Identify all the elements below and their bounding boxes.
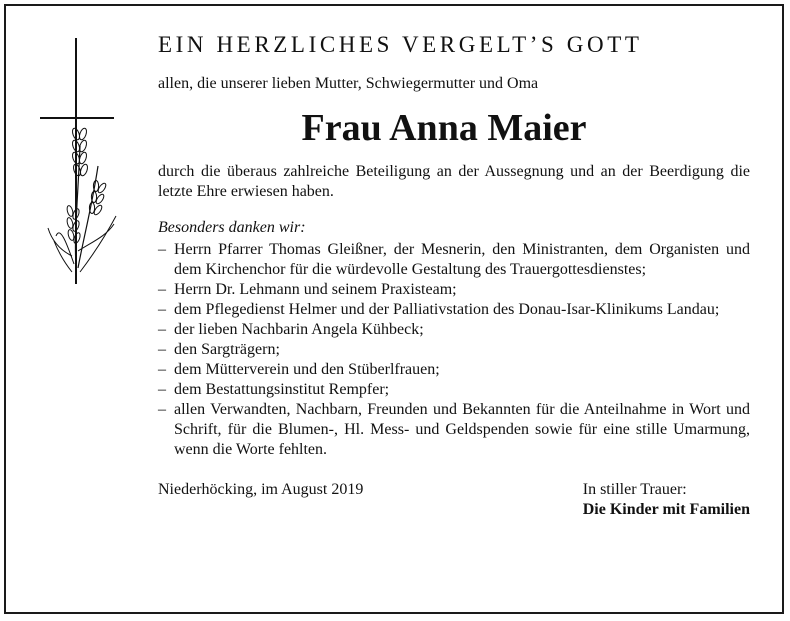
thanks-list (158, 240, 750, 460)
deceased-name: Frau Anna Maier (301, 107, 587, 149)
list-item-text: den Sargträgern; (174, 341, 280, 358)
intro-text: allen, die unserer lieben Mutter, Schwiegermutter und Oma (158, 75, 539, 92)
list-dash: – (158, 401, 166, 418)
list-item (158, 320, 750, 340)
list-dash: – (158, 361, 166, 378)
list-dash: – (158, 241, 166, 258)
list-item (158, 360, 750, 380)
list-item (158, 280, 750, 300)
list-item (158, 380, 750, 400)
list-item-text: der lieben Nachbarin Angela Kühbeck; (174, 321, 424, 338)
list-item-text: dem Pflegedienst Helmer und der Palliativstation des Donau-Isar-Klinikums Landau; (174, 301, 720, 318)
list-item (158, 340, 750, 360)
thanks-paragraph: durch die überaus zahlreiche Beteiligung an der Aussegnung und an der Beerdigung die letzte Ehre erwiesen haben. (158, 163, 750, 200)
place-date: Niederhöcking, im August 2019 (158, 481, 364, 498)
notice-footer (158, 480, 750, 522)
thanks-title: Besonders danken wir: (158, 219, 306, 236)
list-item-text: dem Mütterverein und den Stüberlfrauen; (174, 361, 440, 378)
list-dash: – (158, 341, 166, 358)
signers: Die Kinder mit Familien (582, 501, 750, 518)
notice-content (158, 30, 750, 522)
list-item (158, 400, 750, 460)
list-item-text: allen Verwandten, Nachbarn, Freunden und Bekannten für die Anteilnahme in Wort und Schrift, für die Blumen-, Hl. Mess- und Geldspenden sowie für eine stille Umarmung, wenn die Worte fehlten. (174, 401, 750, 458)
list-item-text: Herrn Pfarrer Thomas Gleißner, der Mesnerin, den Ministranten, dem Organisten und dem Kirchenchor für die würdevolle Gestaltung des Trauergottesdienstes; (174, 241, 750, 278)
list-item-text: dem Bestattungsinstitut Rempfer; (174, 381, 390, 398)
cross-with-wheat-icon (36, 36, 126, 286)
notice-heading: EIN HERZLICHES VERGELT’S GOTT (158, 32, 643, 57)
mourning-block (583, 480, 750, 520)
list-item-text: Herrn Dr. Lehmann und seinem Praxisteam; (174, 281, 457, 298)
list-dash: – (158, 301, 166, 318)
list-dash: – (158, 281, 166, 298)
mourning-label: In stiller Trauer: (582, 481, 687, 498)
list-item (158, 240, 750, 280)
list-dash: – (158, 321, 166, 338)
list-dash: – (158, 381, 166, 398)
list-item (158, 300, 750, 320)
